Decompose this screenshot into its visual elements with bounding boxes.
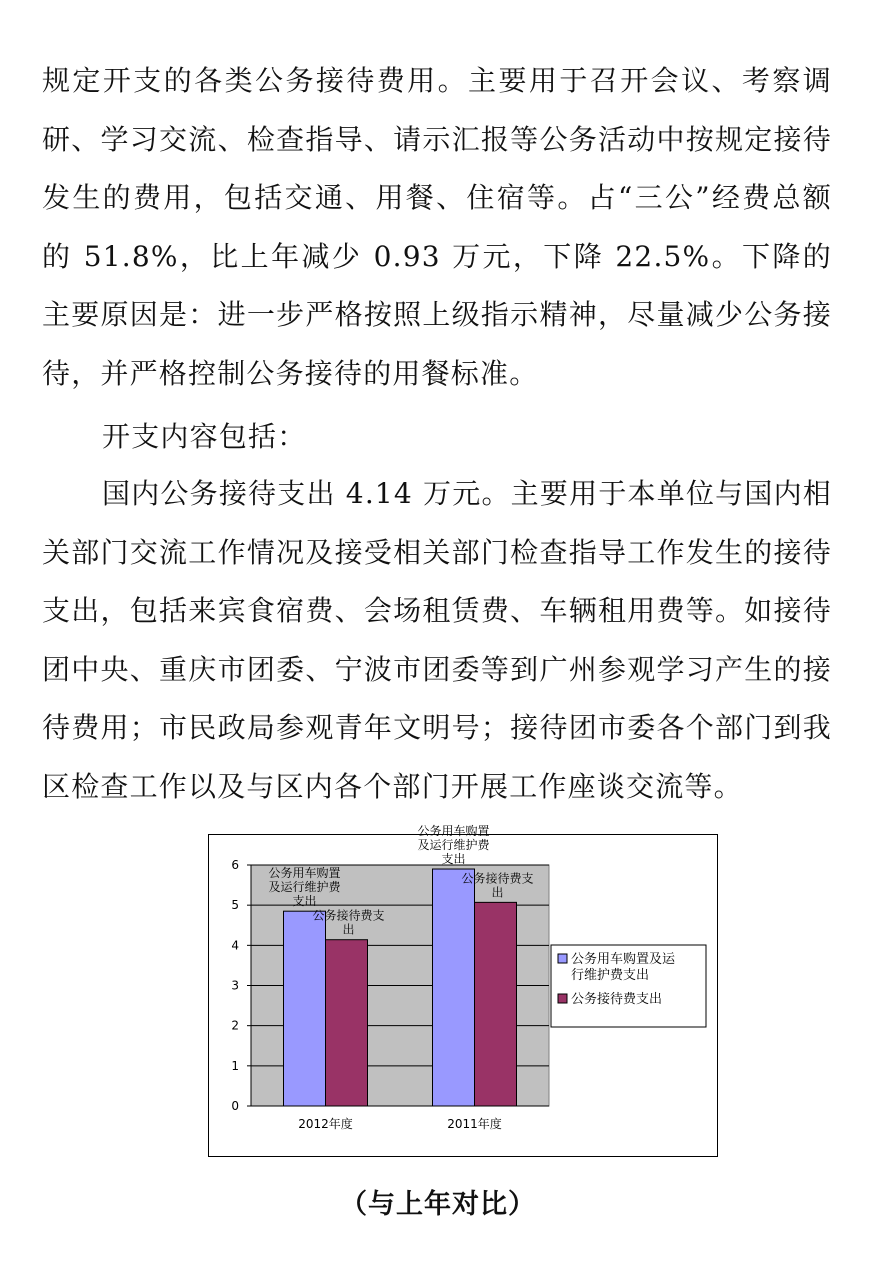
y-tick-label: 1 — [231, 1058, 239, 1073]
x-tick-label: 2012年度 — [298, 1117, 353, 1131]
paragraph-domestic-reception: 国内公务接待支出 4.14 万元。主要用于本单位与国内相关部门交流工作情况及接受相关部门检查指导工作发生的接待支出，包括来宾食宿费、会场租赁费、车辆租用费等。如接待团中央、重庆市团委、宁波市团委等到广州参观学习产生的接待费用；市民政局参观青年文明号；接待团市委各个部门到我区检查工作以及与区内各个部门开展工作座谈交流等。 — [42, 477, 832, 803]
y-tick-label: 0 — [231, 1099, 239, 1113]
bar-data-label: 公务用车购置 — [268, 866, 341, 881]
bar-data-label: 及运行维护费 — [417, 838, 490, 853]
bar-reception — [475, 902, 517, 1106]
x-tick-label: 2011年度 — [447, 1117, 502, 1131]
y-tick-label: 3 — [231, 978, 239, 993]
y-tick-label: 6 — [231, 858, 239, 872]
bar-data-label: 公务用车购置 — [417, 824, 490, 839]
comparison-chart — [208, 824, 718, 1157]
bar-data-label: 公务接待费支 — [461, 871, 534, 886]
legend-entry: 公务接待费支出 — [571, 992, 663, 1007]
bar-data-label: 出 — [491, 885, 504, 900]
chart-canvas — [209, 824, 717, 1156]
bar-data-label: 公务接待费支 — [312, 908, 385, 923]
y-tick-label: 4 — [231, 938, 239, 953]
bar-vehicle — [284, 911, 326, 1106]
bar-data-label: 支出 — [292, 894, 317, 909]
bar-data-label: 及运行维护费 — [268, 880, 341, 895]
legend-entry: 公务用车购置及运 — [571, 952, 676, 967]
y-tick-label: 2 — [231, 1018, 239, 1033]
y-tick-label: 5 — [231, 898, 239, 913]
legend-swatch — [558, 994, 567, 1003]
legend-entry: 行维护费支出 — [571, 968, 650, 983]
paragraph-content-intro: 开支内容包括： — [102, 420, 307, 453]
paragraph-reception-expenses: 规定开支的各类公务接待费用。主要用于召开会议、考察调研、学习交流、检查指导、请示汇报等公务活动中按规定接待发生的费用，包括交通、用餐、住宿等。占“三公”经费总额的 51.8%，比上年减少 0.93 万元，下降 22.5%。下降的主要原因是：进一步严格按照上级指示精神，尽量减少公务接待，并严格控制公务接待的用餐标准。 — [42, 64, 832, 390]
chart-caption: （与上年对比） — [340, 1189, 536, 1220]
bar-vehicle — [433, 869, 475, 1106]
bar-data-label: 出 — [342, 922, 355, 937]
bar-data-label: 支出 — [441, 852, 466, 867]
legend-swatch — [558, 954, 567, 963]
bar-reception — [326, 940, 368, 1106]
